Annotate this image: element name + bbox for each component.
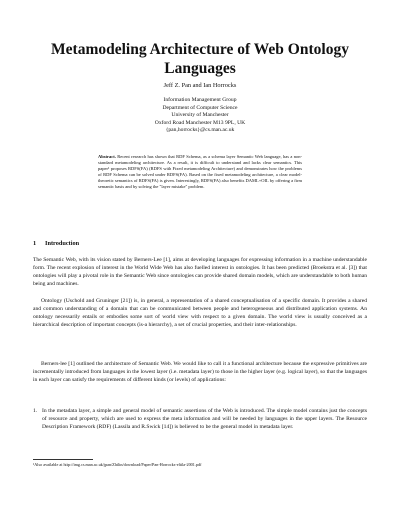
paper-title: Metamodeling Architecture of Web Ontology Languages [51,41,349,77]
list-item-number: 1. [33,408,38,414]
abstract-label: Abstract. [98,154,116,159]
abstract [98,154,302,190]
section-title: Introduction [45,240,80,247]
affiliation-group: Information Management Group [163,97,237,103]
intro-paragraph-1 [33,257,367,289]
paragraph-text: Ontology (Uschold and Gruninger [21]) is, in general, a representation of a shared conceptualisation of a specific domain. It provides a shared and common understanding of a domain that can be communicated between people and heterogeneous and distributed application systems. An ontology necessarily entails or embodies some sort of world view with respect to a given domain. The world view is usually conceived as a hierarchical description of important concepts (is-a hierarchy), a set of crucial properties, and their inter-relationships. [33,298,367,328]
affiliation-email: {pan,horrocks}@cs.man.ac.uk [165,127,235,134]
affiliation-department: Department of Computer Science [162,104,238,111]
intro-paragraph-2 [33,298,367,330]
intro-paragraph-3 [33,361,367,385]
footnote-rule [33,459,93,460]
affiliation-university: University of Manchester [171,112,229,119]
section-number: 1 [33,240,37,247]
footnote: ¹Also available at http://img.cs.man.ac.uk/jpan/Zhilin/download/Paper/Pan-Horrocks-eltila-2001.pdf [33,462,202,467]
author-line: Jeff Z. Pan and Ian Horrocks [163,82,237,89]
list-item-text: In the metadata layer, a simple and general model of semantic assertions of the Web is introduced. The simple model contains just the concepts of resource and property, which are used to express the meta information and will be needed by languages in the upper layers. The Resource Description Framework (RDF) (Lassila and R.Swick [14]) is believed to be the general model in metadata layer. [42,408,367,430]
section-heading [33,240,79,247]
paragraph-text: Berners-lee [1] outlined the architecture of Semantic Web. We would like to call it a functional architecture because the expressive primitives are incrementally introduced from languages in the lowest layer (i.e. metadata layer) to those in the higher layer (e.g. logical layer), so that the languages in each layer can satisfy the requirements of different kinds (or levels) of applications: [33,361,367,383]
paragraph-text: The Semantic Web, with its vision stated by Berners-Lee [1], aims at developing languages for expressing information in a machine understandable form. The recent explosion of interest in the World Wide Web has also fuelled interest in ontologies. It has been predicted (Broekstra et al. [3]) that ontologies will play a pivotal role in the Semantic Web since ontologies can provide shared domain models, which are understandable to both human being and machines. [33,257,367,287]
affiliation-address: Oxford Road Manchester M13 9PL, UK [154,119,246,126]
abstract-text: Recent research has shown that RDF Schema, as a schema layer Semantic Web language, has a non-standard metamodeling architecture. As a result, it is difficult to understand and lacks clear semantics. This paper¹ proposes RDFS(FA) (RDFS with Fixed metamodeling Architecture) and demonstrates how the problems of RDF Schema can be solved under RDFS(FA). Based on the fixed metamodeling architecture, a clear model-theoretic semantics of RDFS(FA) is given. Interestingly, RDFS(FA) also benefits DAML+OIL by offering a firm semantic basis and by solving the "layer mistake" problem. [98,154,302,189]
affiliation-block [0,97,400,135]
